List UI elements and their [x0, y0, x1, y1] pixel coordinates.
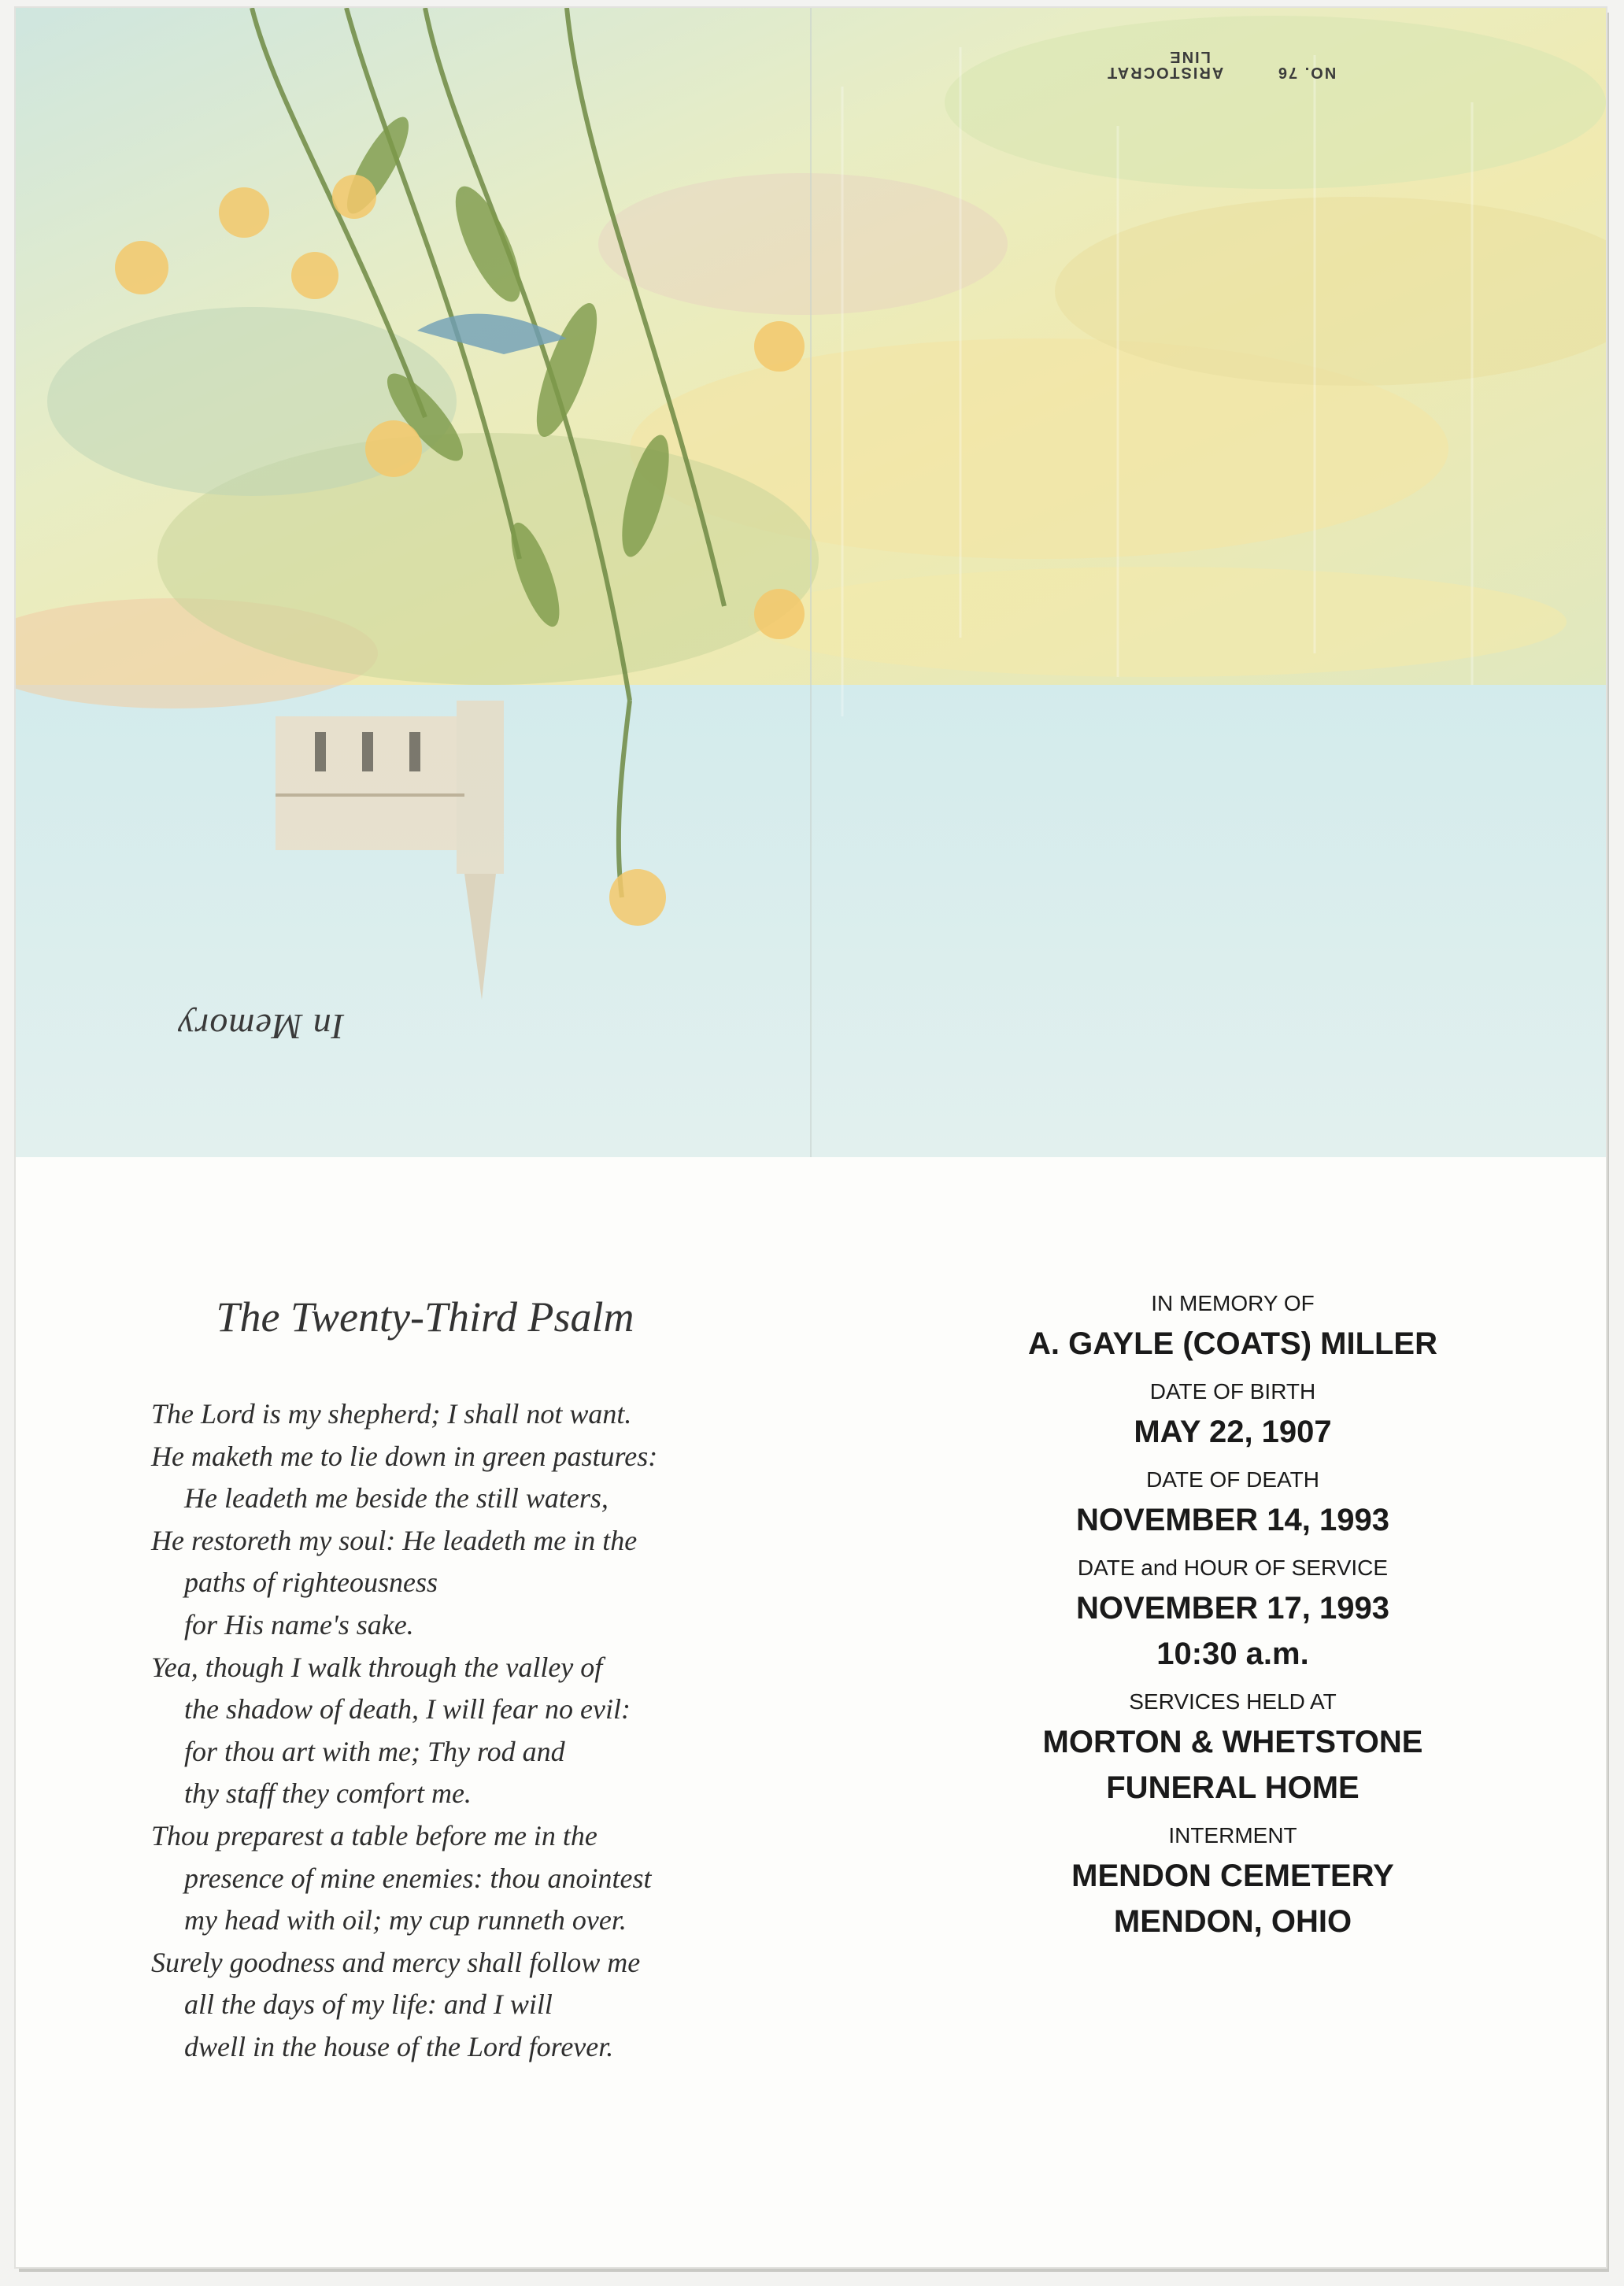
death-date: NOVEMBER 14, 1993	[1076, 1503, 1389, 1537]
deceased-name: A. GAYLE (COATS) MILLER	[1028, 1326, 1437, 1361]
publisher-mark	[1106, 49, 1336, 80]
psalm-text	[151, 1393, 765, 2069]
psalm-title: The Twenty-Third Psalm	[216, 1293, 634, 1341]
psalm-line: paths of righteousness	[184, 1567, 438, 1599]
psalm-line: dwell in the house of the Lord forever.	[184, 2030, 614, 2062]
watercolor-illustration	[16, 8, 1606, 1157]
location-line1: MORTON & WHETSTONE	[1042, 1725, 1423, 1759]
location-label: SERVICES HELD AT	[1129, 1689, 1337, 1714]
birth-date: MAY 22, 1907	[1134, 1415, 1332, 1449]
cover-painting	[16, 8, 1606, 1157]
psalm-line: for His name's sake.	[184, 1608, 414, 1641]
psalm-line: He maketh me to lie down in green pastures:	[151, 1440, 658, 1472]
publisher-line2: LINE	[1168, 48, 1211, 65]
psalm-line: all the days of my life: and I will	[184, 1988, 553, 2021]
service-date: NOVEMBER 17, 1993	[1076, 1591, 1389, 1626]
psalm-line: the shadow of death, I will fear no evil:	[184, 1693, 631, 1726]
psalm-line: The Lord is my shepherd; I shall not want.	[151, 1398, 632, 1430]
psalm-line: presence of mine enemies: thou anointest	[184, 1862, 652, 1894]
publisher-number: NO. 76	[1276, 64, 1337, 81]
psalm-line: Thou preparest a table before me in the	[151, 1819, 597, 1851]
psalm-line: He restoreth my soul: He leadeth me in the	[151, 1524, 638, 1556]
interment-line1: MENDON CEMETERY	[1071, 1859, 1394, 1893]
psalm-line: my head with oil; my cup runneth over.	[184, 1904, 627, 1936]
birth-label: DATE OF BIRTH	[1149, 1379, 1316, 1404]
publisher-line1: ARISTOCRAT	[1106, 64, 1224, 81]
death-label: DATE OF DEATH	[1146, 1467, 1319, 1492]
location-line2: FUNERAL HOME	[1106, 1770, 1359, 1805]
psalm-line: Surely goodness and mercy shall follow me	[151, 1946, 641, 1978]
psalm-line: thy staff they comfort me.	[184, 1777, 472, 1810]
cover-caption: In Memory	[177, 1007, 345, 1047]
interment-label: INTERMENT	[1168, 1823, 1297, 1848]
interment-line2: MENDON, OHIO	[1113, 1904, 1352, 1939]
memorial-details	[957, 1291, 1508, 1944]
in-memory-label: IN MEMORY OF	[1151, 1291, 1315, 1315]
psalm-line: He leadeth me beside the still waters,	[184, 1482, 609, 1515]
psalm-line: Yea, though I walk through the valley of	[151, 1651, 603, 1683]
memorial-card	[16, 8, 1606, 2267]
psalm-line: for thou art with me; Thy rod and	[184, 1735, 565, 1767]
service-time: 10:30 a.m.	[1156, 1637, 1309, 1671]
service-label: DATE and HOUR OF SERVICE	[1077, 1555, 1389, 1580]
